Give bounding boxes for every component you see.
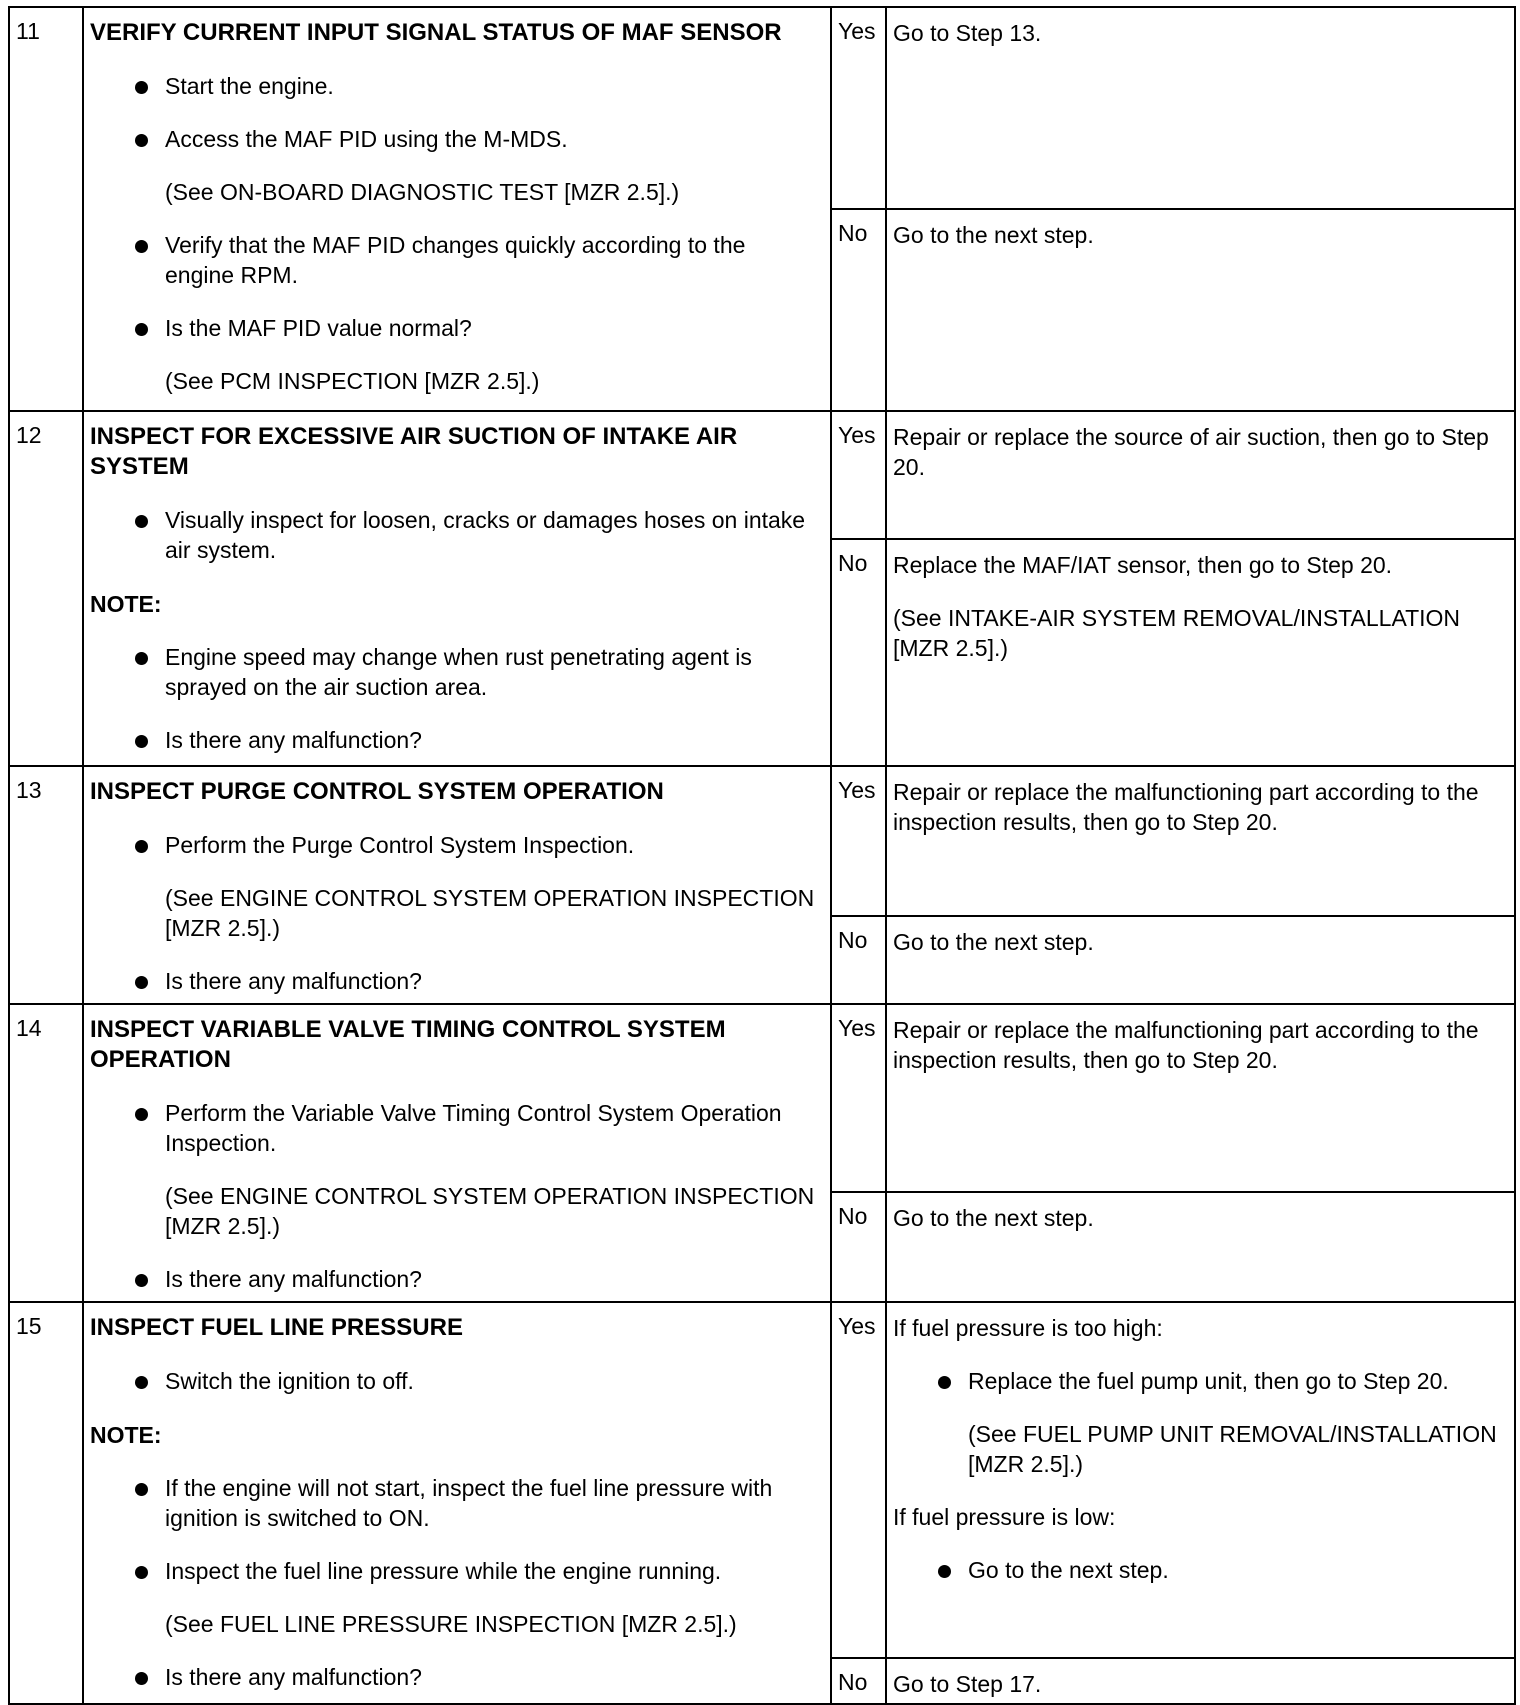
reference-text: (See ENGINE CONTROL SYSTEM OPERATION INSPECTION [MZR 2.5].) [165, 1183, 815, 1239]
reference-text: (See FUEL LINE PRESSURE INSPECTION [MZR 2.5].) [165, 1611, 737, 1637]
reference-text: (See ENGINE CONTROL SYSTEM OPERATION INSPECTION [MZR 2.5].) [165, 885, 815, 941]
bullet-item: Is there any malfunction? [90, 966, 818, 996]
troubleshooting-table [8, 6, 1516, 1705]
step-title: INSPECT FUEL LINE PRESSURE [90, 1314, 463, 1341]
no-result: Go to the next step. [886, 916, 1515, 1004]
yes-label: Yes [831, 7, 886, 209]
step-title: INSPECT VARIABLE VALVE TIMING CONTROL SYSTEM OPERATION [90, 1016, 726, 1073]
step-row-11-yes [9, 7, 1515, 209]
no-label: No [831, 1192, 886, 1302]
step-row-15-yes [9, 1302, 1515, 1658]
yes-result: Repair or replace the malfunctioning part according to the inspection results, then go to Step 20. [886, 766, 1515, 916]
step-number: 11 [9, 7, 83, 411]
step-action [83, 1004, 831, 1302]
yes-result: Repair or replace the malfunctioning part according to the inspection results, then go to Step 20. [886, 1004, 1515, 1192]
bullet-item: Start the engine. [90, 71, 818, 101]
reference-text: (See INTAKE-AIR SYSTEM REMOVAL/INSTALLATION [MZR 2.5].) [893, 605, 1461, 661]
reference-text: (See ON-BOARD DIAGNOSTIC TEST [MZR 2.5].) [165, 179, 680, 205]
step-number: 13 [9, 766, 83, 1004]
bullet-item: Is there any malfunction? [90, 1264, 818, 1294]
no-label: No [831, 1658, 886, 1704]
condition-low: If fuel pressure is low: [893, 1504, 1116, 1530]
yes-result: Repair or replace the source of air suction, then go to Step 20. [886, 411, 1515, 539]
reference-text: (See PCM INSPECTION [MZR 2.5].) [165, 368, 540, 394]
step-row-13-yes [9, 766, 1515, 916]
bullet-item: If the engine will not start, inspect the fuel line pressure with ignition is switched to ON. [90, 1473, 818, 1533]
no-result-text: Replace the MAF/IAT sensor, then go to Step 20. [893, 552, 1393, 578]
step-title: INSPECT PURGE CONTROL SYSTEM OPERATION [90, 778, 664, 805]
yes-label: Yes [831, 1302, 886, 1658]
step-number: 14 [9, 1004, 83, 1302]
step-number: 12 [9, 411, 83, 766]
step-row-14-yes [9, 1004, 1515, 1192]
step-action [83, 7, 831, 411]
step-number: 15 [9, 1302, 83, 1704]
bullet-item: Perform the Variable Valve Timing Control System Operation Inspection. [90, 1098, 818, 1158]
bullet-item: Is the MAF PID value normal? [90, 313, 818, 343]
bullet-item: Replace the fuel pump unit, then go to Step 20. [893, 1366, 1504, 1396]
note-label: NOTE: [90, 1422, 162, 1448]
step-row-12-yes [9, 411, 1515, 539]
no-label: No [831, 209, 886, 411]
condition-high: If fuel pressure is too high: [893, 1315, 1163, 1341]
step-title: VERIFY CURRENT INPUT SIGNAL STATUS OF MAF SENSOR [90, 19, 782, 46]
no-label: No [831, 916, 886, 1004]
step-action [83, 411, 831, 766]
step-action [83, 766, 831, 1004]
yes-result [886, 1302, 1515, 1658]
yes-label: Yes [831, 766, 886, 916]
no-result: Go to the next step. [886, 209, 1515, 411]
bullet-item: Access the MAF PID using the M-MDS. [90, 124, 818, 154]
no-label: No [831, 539, 886, 766]
bullet-item: Switch the ignition to off. [90, 1366, 818, 1396]
bullet-item: Is there any malfunction? [90, 725, 818, 755]
bullet-item: Is there any malfunction? [90, 1662, 818, 1692]
step-action [83, 1302, 831, 1704]
yes-label: Yes [831, 1004, 886, 1192]
yes-result: Go to Step 13. [886, 7, 1515, 209]
no-result [886, 539, 1515, 766]
bullet-item: Go to the next step. [893, 1555, 1504, 1585]
bullet-item: Inspect the fuel line pressure while the engine running. [90, 1556, 818, 1586]
step-title: INSPECT FOR EXCESSIVE AIR SUCTION OF INTAKE AIR SYSTEM [90, 423, 738, 480]
troubleshooting-table-container [8, 6, 1514, 1705]
bullet-item: Verify that the MAF PID changes quickly according to the engine RPM. [90, 230, 818, 290]
bullet-item: Visually inspect for loosen, cracks or damages hoses on intake air system. [90, 505, 818, 565]
reference-text: (See FUEL PUMP UNIT REMOVAL/INSTALLATION [MZR 2.5].) [968, 1421, 1497, 1477]
no-result: Go to the next step. [886, 1192, 1515, 1302]
bullet-item: Perform the Purge Control System Inspection. [90, 830, 818, 860]
bullet-item: Engine speed may change when rust penetrating agent is sprayed on the air suction area. [90, 642, 818, 702]
note-label: NOTE: [90, 591, 162, 617]
no-result: Go to Step 17. [886, 1658, 1515, 1704]
yes-label: Yes [831, 411, 886, 539]
